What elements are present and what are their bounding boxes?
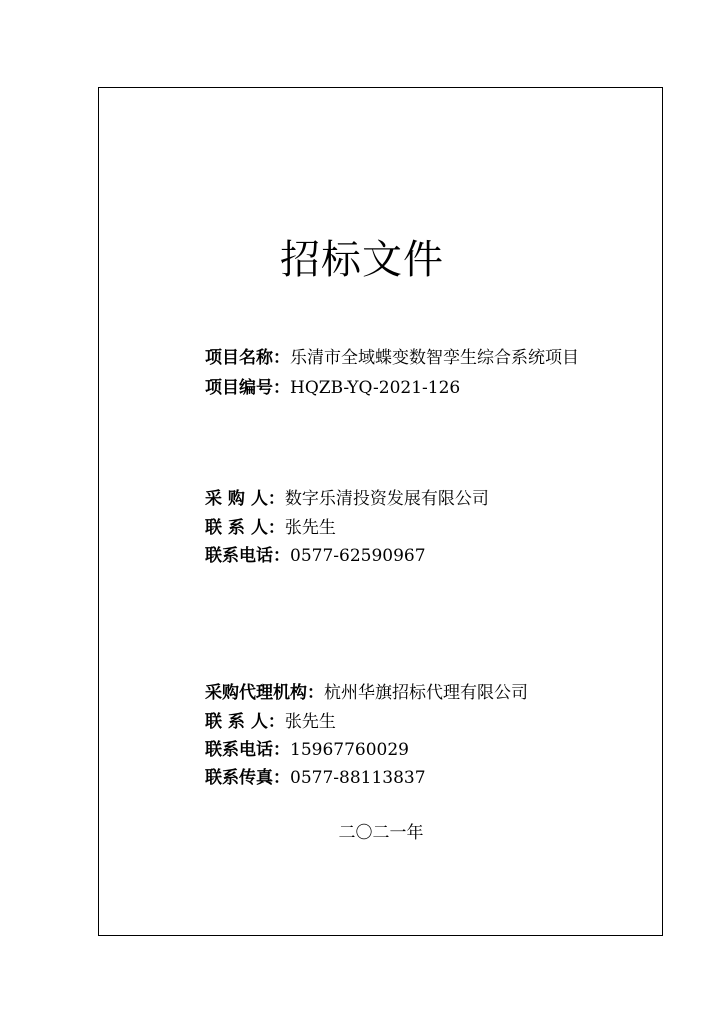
purchaser-contact-label: 联 系 人： [205, 518, 285, 538]
document-year: 二〇二一年 [338, 823, 424, 843]
purchaser-contact-line [205, 515, 336, 541]
purchaser-label: 采 购 人： [205, 489, 285, 509]
agency-value: 杭州华旗招标代理有限公司 [324, 683, 528, 703]
project-name-value: 乐清市全域蝶变数智孪生综合系统项目 [290, 348, 579, 368]
project-name-label: 项目名称： [205, 348, 290, 368]
document-title: 招标文件 [280, 237, 444, 283]
agency-contact-value: 张先生 [284, 712, 336, 732]
agency-phone-value: 15967760029 [290, 740, 409, 760]
agency-contact-label: 联 系 人： [205, 712, 285, 732]
agency-label: 采购代理机构： [205, 683, 324, 703]
project-code-label: 项目编号： [205, 378, 290, 398]
agency-contact-line [205, 709, 336, 735]
agency-phone-label: 联系电话： [205, 740, 290, 760]
agency-fax-line [205, 765, 426, 791]
agency-fax-value: 0577-88113837 [290, 768, 426, 788]
purchaser-line [205, 486, 489, 512]
purchaser-value: 数字乐清投资发展有限公司 [284, 489, 489, 509]
purchaser-phone-label: 联系电话： [205, 546, 290, 566]
purchaser-phone-line [205, 543, 426, 569]
project-code-value: HQZB-YQ-2021-126 [290, 378, 461, 398]
project-code-line [205, 375, 460, 401]
agency-phone-line [205, 737, 409, 763]
agency-fax-label: 联系传真： [205, 768, 290, 788]
project-name-line [205, 345, 579, 371]
purchaser-phone-value: 0577-62590967 [290, 546, 426, 566]
agency-line [205, 680, 528, 706]
purchaser-contact-value: 张先生 [284, 518, 336, 538]
